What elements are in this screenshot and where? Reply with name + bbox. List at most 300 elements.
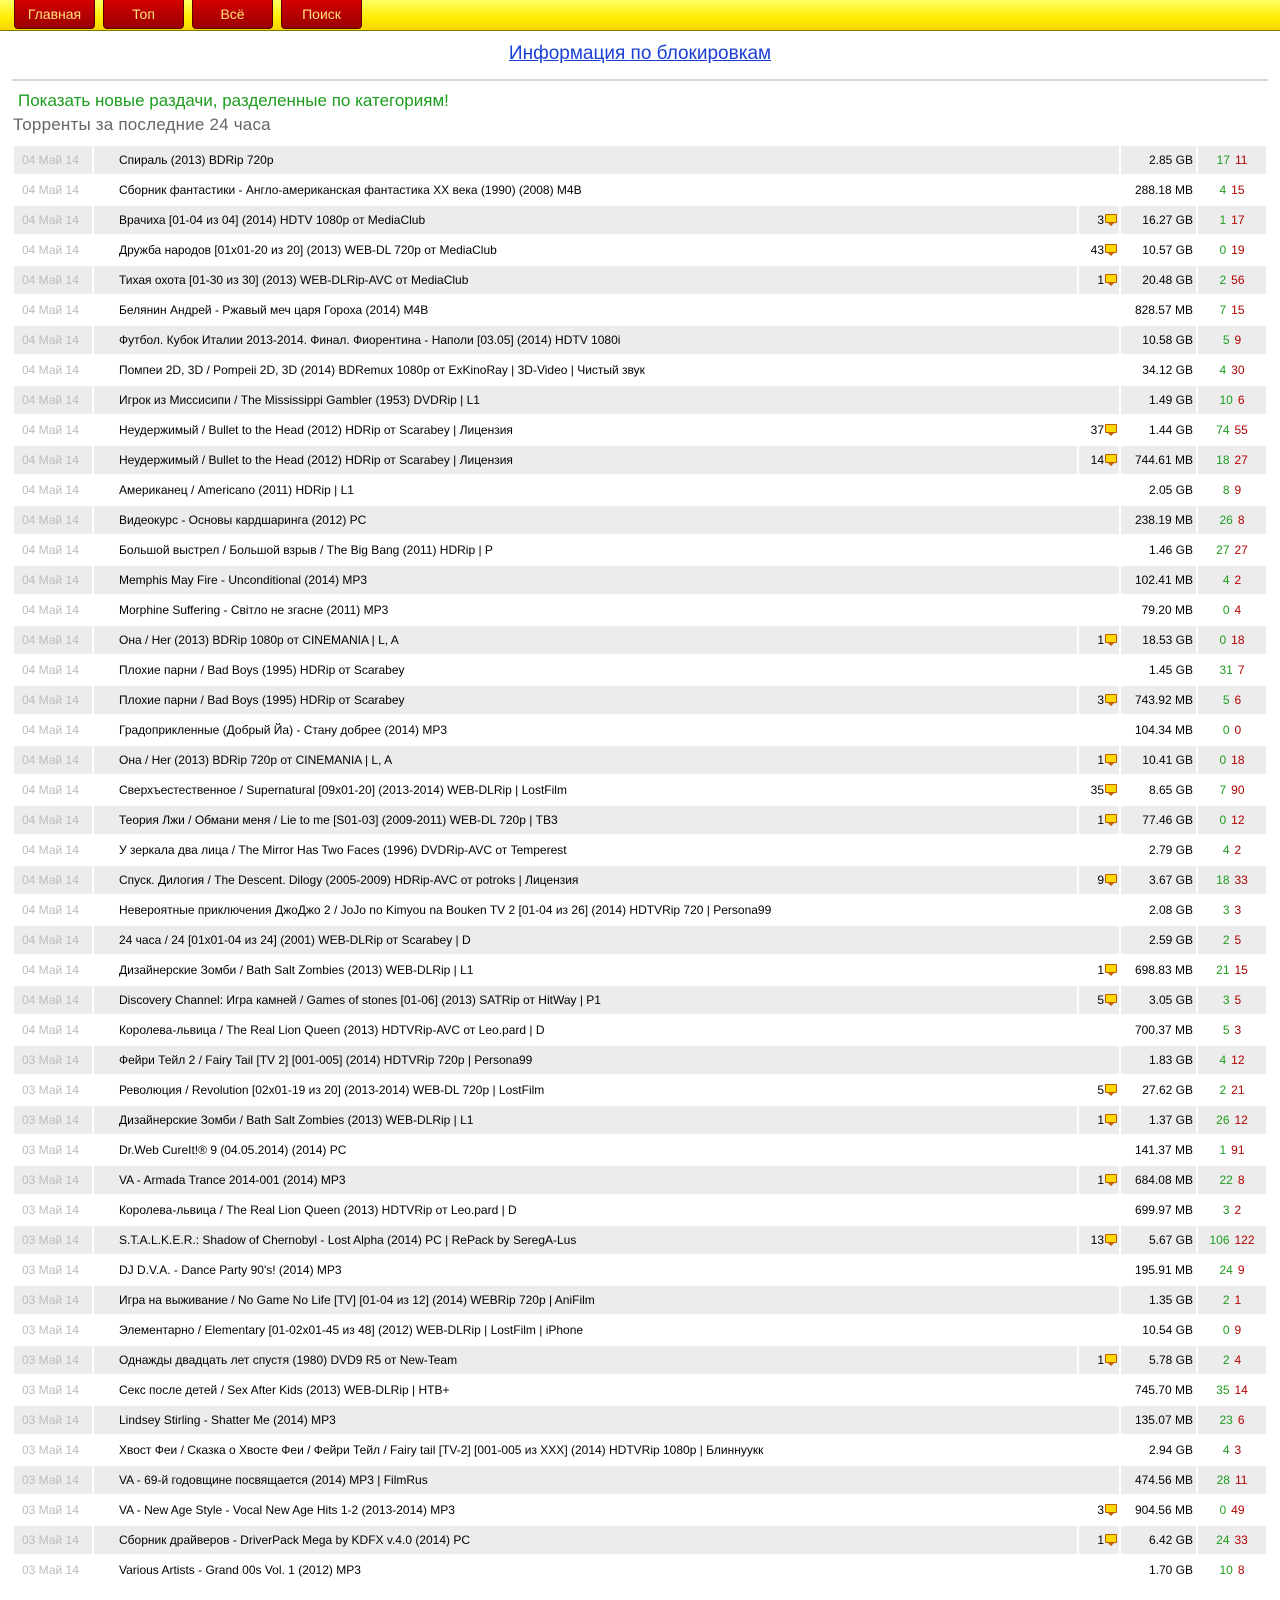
torrent-title-link[interactable]: Дружба народов [01x01-20 из 20] (2013) WEB-DL 720p от MediaClub bbox=[119, 243, 497, 257]
torrent-title-cell bbox=[94, 416, 1077, 446]
torrent-row bbox=[14, 866, 1266, 896]
comments-cell[interactable] bbox=[1079, 986, 1119, 1016]
torrent-title-cell bbox=[94, 506, 1119, 536]
torrent-size: 135.07 MB bbox=[1121, 1406, 1196, 1436]
comments-cell[interactable] bbox=[1079, 866, 1119, 896]
torrent-title-link[interactable]: VA - 69-й годовщине посвящается (2014) MP3 | FilmRus bbox=[119, 1473, 428, 1487]
torrent-row bbox=[14, 956, 1266, 986]
torrent-title-cell bbox=[94, 1046, 1119, 1076]
tab-all[interactable]: Всё bbox=[192, 0, 273, 29]
comment-bubble-icon bbox=[1105, 814, 1117, 823]
comment-bubble-icon bbox=[1105, 754, 1117, 763]
tab-home[interactable]: Главная bbox=[14, 0, 95, 29]
comment-bubble-icon bbox=[1105, 634, 1117, 643]
torrent-title-link[interactable]: Спуск. Дилогия / The Descent. Dilogy (2005-2009) HDRip-AVC от potroks | Лицензия bbox=[119, 873, 579, 887]
torrent-date: 04 Май 14 bbox=[14, 296, 92, 326]
comments-cell[interactable] bbox=[1079, 1346, 1119, 1376]
blocking-info-link[interactable]: Информация по блокировкам bbox=[508, 43, 772, 64]
torrent-title-cell bbox=[94, 626, 1077, 656]
torrent-row bbox=[14, 806, 1266, 836]
peers-cell bbox=[1198, 596, 1266, 626]
peers-cell bbox=[1198, 476, 1266, 506]
leechers-count: 3 bbox=[1234, 1443, 1242, 1457]
comments-cell[interactable] bbox=[1079, 626, 1119, 656]
torrent-title-cell bbox=[94, 1196, 1119, 1226]
leechers-count: 33 bbox=[1234, 873, 1248, 887]
peers-cell bbox=[1198, 656, 1266, 686]
peers-cell bbox=[1198, 926, 1266, 956]
comment-bubble-icon bbox=[1105, 1114, 1117, 1123]
peers-cell bbox=[1198, 326, 1266, 356]
leechers-count: 122 bbox=[1234, 1233, 1255, 1247]
torrent-row bbox=[14, 1406, 1266, 1436]
peers-cell bbox=[1198, 866, 1266, 896]
seeders-count: 18 bbox=[1216, 453, 1230, 467]
torrent-title-cell bbox=[94, 896, 1119, 926]
peers-cell bbox=[1198, 386, 1266, 416]
torrent-size: 141.37 MB bbox=[1121, 1136, 1196, 1166]
seeders-count: 17 bbox=[1216, 153, 1230, 167]
torrent-title-cell bbox=[94, 476, 1119, 506]
torrent-row bbox=[14, 326, 1266, 356]
torrent-size: 20.48 GB bbox=[1121, 266, 1196, 296]
new-by-category-link[interactable]: Показать новые раздачи, разделенные по категориям! bbox=[18, 91, 449, 110]
torrent-size: 744.61 MB bbox=[1121, 446, 1196, 476]
torrent-size: 195.91 MB bbox=[1121, 1256, 1196, 1286]
torrent-size: 104.34 MB bbox=[1121, 716, 1196, 746]
peers-cell bbox=[1198, 446, 1266, 476]
torrent-title-link[interactable]: Королева-львица / The Real Lion Queen (2013) HDTVRip-AVC от Leo.pard | D bbox=[119, 1023, 545, 1037]
comment-count: 1 bbox=[1097, 273, 1104, 287]
comments-cell[interactable] bbox=[1079, 266, 1119, 296]
torrent-row bbox=[14, 206, 1266, 236]
peers-cell bbox=[1198, 296, 1266, 326]
comments-cell[interactable] bbox=[1079, 1076, 1119, 1106]
comment-count: 1 bbox=[1097, 1533, 1104, 1547]
torrent-title-link[interactable]: Белянин Андрей - Ржавый меч царя Гороха (2014) M4B bbox=[119, 303, 429, 317]
torrent-date: 04 Май 14 bbox=[14, 986, 92, 1016]
torrent-date: 04 Май 14 bbox=[14, 386, 92, 416]
comment-count: 3 bbox=[1097, 1503, 1104, 1517]
comment-bubble-icon bbox=[1105, 694, 1117, 703]
leechers-count: 12 bbox=[1231, 813, 1245, 827]
torrent-row bbox=[14, 1136, 1266, 1166]
torrent-date: 04 Май 14 bbox=[14, 506, 92, 536]
torrent-row bbox=[14, 1556, 1266, 1586]
torrent-date: 03 Май 14 bbox=[14, 1196, 92, 1226]
torrent-title-cell bbox=[94, 1436, 1119, 1466]
torrent-size: 16.27 GB bbox=[1121, 206, 1196, 236]
torrent-date: 04 Май 14 bbox=[14, 356, 92, 386]
torrent-row bbox=[14, 356, 1266, 386]
seeders-count: 22 bbox=[1219, 1173, 1233, 1187]
torrent-row bbox=[14, 1436, 1266, 1466]
torrent-title-link[interactable]: Она / Her (2013) BDRip 1080p от CINEMANIA | L, A bbox=[119, 633, 399, 647]
seeders-count: 0 bbox=[1219, 1503, 1227, 1517]
peers-cell bbox=[1198, 1016, 1266, 1046]
comment-bubble-icon bbox=[1105, 994, 1117, 1003]
torrent-title-link[interactable]: Dr.Web CureIt!® 9 (04.05.2014) (2014) PC bbox=[119, 1143, 347, 1157]
seeders-count: 0 bbox=[1222, 723, 1230, 737]
torrent-title-cell bbox=[94, 1406, 1119, 1436]
torrent-size: 6.42 GB bbox=[1121, 1526, 1196, 1556]
torrent-title-cell bbox=[94, 1316, 1119, 1346]
comment-count: 37 bbox=[1090, 423, 1104, 437]
seeders-count: 0 bbox=[1219, 813, 1227, 827]
torrent-row bbox=[14, 1226, 1266, 1256]
torrent-title-link[interactable]: Memphis May Fire - Unconditional (2014) MP3 bbox=[119, 573, 368, 587]
peers-cell bbox=[1198, 1346, 1266, 1376]
torrent-date: 04 Май 14 bbox=[14, 266, 92, 296]
torrent-title-link[interactable]: Сборник драйверов - DriverPack Mega by KDFX v.4.0 (2014) PC bbox=[119, 1533, 471, 1547]
torrent-title-link[interactable]: VA - New Age Style - Vocal New Age Hits 1-2 (2013-2014) MP3 bbox=[119, 1503, 455, 1517]
torrent-title-link[interactable]: Тихая охота [01-30 из 30] (2013) WEB-DLRip-AVC от MediaClub bbox=[119, 273, 469, 287]
torrent-title-link[interactable]: Дизайнерские Зомби / Bath Salt Zombies (2013) WEB-DLRip | L1 bbox=[119, 963, 474, 977]
comment-count: 43 bbox=[1090, 243, 1104, 257]
torrent-row bbox=[14, 656, 1266, 686]
seeders-count: 24 bbox=[1219, 1263, 1233, 1277]
torrent-row bbox=[14, 266, 1266, 296]
tab-top[interactable]: Топ bbox=[103, 0, 184, 29]
seeders-count: 5 bbox=[1222, 1023, 1230, 1037]
torrent-size: 828.57 MB bbox=[1121, 296, 1196, 326]
torrent-row bbox=[14, 1466, 1266, 1496]
peers-cell bbox=[1198, 146, 1266, 176]
torrent-title-cell bbox=[94, 446, 1077, 476]
tab-search[interactable]: Поиск bbox=[281, 0, 362, 29]
leechers-count: 9 bbox=[1234, 483, 1242, 497]
torrent-title-link[interactable]: 24 часа / 24 [01x01-04 из 24] (2001) WEB-DLRip от Scarabey | D bbox=[119, 933, 471, 947]
torrent-row bbox=[14, 926, 1266, 956]
torrent-title-link[interactable]: Сборник фантастики - Англо-американская фантастика XX века (1990) (2008) M4B bbox=[119, 183, 582, 197]
torrent-row bbox=[14, 1286, 1266, 1316]
leechers-count: 8 bbox=[1237, 513, 1245, 527]
torrent-title-link[interactable]: Теория Лжи / Обмани меня / Lie to me [S01-03] (2009-2011) WEB-DL 720p | ТВ3 bbox=[119, 813, 558, 827]
peers-cell bbox=[1198, 416, 1266, 446]
torrent-title-link[interactable]: Плохие парни / Bad Boys (1995) HDRip от Scarabey bbox=[119, 693, 405, 707]
comment-bubble-icon bbox=[1105, 1174, 1117, 1183]
torrent-title-cell bbox=[94, 1556, 1119, 1586]
seeders-count: 3 bbox=[1222, 903, 1230, 917]
comments-cell[interactable] bbox=[1079, 206, 1119, 236]
leechers-count: 11 bbox=[1234, 153, 1248, 167]
peers-cell bbox=[1198, 746, 1266, 776]
torrent-title-cell bbox=[94, 956, 1077, 986]
comment-bubble-icon bbox=[1105, 244, 1117, 253]
torrent-title-cell bbox=[94, 1256, 1119, 1286]
torrent-row bbox=[14, 236, 1266, 266]
comment-bubble-icon bbox=[1105, 424, 1117, 433]
torrent-date: 04 Май 14 bbox=[14, 926, 92, 956]
torrent-date: 03 Май 14 bbox=[14, 1466, 92, 1496]
divider bbox=[12, 79, 1268, 81]
torrent-date: 04 Май 14 bbox=[14, 776, 92, 806]
leechers-count: 55 bbox=[1234, 423, 1248, 437]
leechers-count: 15 bbox=[1231, 183, 1245, 197]
torrent-title-link[interactable]: Врачиха [01-04 из 04] (2014) HDTV 1080p от MediaClub bbox=[119, 213, 426, 227]
peers-cell bbox=[1198, 1226, 1266, 1256]
torrent-row bbox=[14, 506, 1266, 536]
torrent-size: 77.46 GB bbox=[1121, 806, 1196, 836]
peers-cell bbox=[1198, 266, 1266, 296]
leechers-count: 21 bbox=[1231, 1083, 1245, 1097]
comments-cell[interactable] bbox=[1079, 1106, 1119, 1136]
peers-cell bbox=[1198, 536, 1266, 566]
torrent-title-link[interactable]: Видеокурс - Основы кардшаринга (2012) PC bbox=[119, 513, 367, 527]
torrent-title-link[interactable]: Помпеи 2D, 3D / Pompeii 2D, 3D (2014) BDRemux 1080p от ExKinoRay | 3D-Video | Чистый звук bbox=[119, 363, 645, 377]
leechers-count: 27 bbox=[1234, 453, 1248, 467]
peers-cell bbox=[1198, 1136, 1266, 1166]
seeders-count: 35 bbox=[1216, 1383, 1230, 1397]
torrent-title-cell bbox=[94, 716, 1119, 746]
comment-bubble-icon bbox=[1105, 1084, 1117, 1093]
torrent-title-cell bbox=[94, 806, 1077, 836]
seeders-count: 74 bbox=[1216, 423, 1230, 437]
torrent-date: 03 Май 14 bbox=[14, 1076, 92, 1106]
torrent-size: 743.92 MB bbox=[1121, 686, 1196, 716]
torrent-title-link[interactable]: Элементарно / Elementary [01-02x01-45 из 48] (2012) WEB-DLRip | LostFilm | iPhone bbox=[119, 1323, 584, 1337]
comments-cell[interactable] bbox=[1079, 956, 1119, 986]
torrent-row bbox=[14, 1076, 1266, 1106]
torrent-date: 04 Май 14 bbox=[14, 836, 92, 866]
torrent-title-link[interactable]: Спираль (2013) BDRip 720p bbox=[119, 153, 274, 167]
torrent-row bbox=[14, 1046, 1266, 1076]
comments-cell[interactable] bbox=[1079, 746, 1119, 776]
comment-bubble-icon bbox=[1105, 274, 1117, 283]
comments-cell[interactable] bbox=[1079, 1166, 1119, 1196]
seeders-count: 4 bbox=[1219, 1053, 1227, 1067]
comment-count: 5 bbox=[1097, 993, 1104, 1007]
torrent-title-link[interactable]: Королева-львица / The Real Lion Queen (2013) HDTVRip от Leo.pard | D bbox=[119, 1203, 517, 1217]
torrent-title-link[interactable]: Various Artists - Grand 00s Vol. 1 (2012) MP3 bbox=[119, 1563, 361, 1577]
seeders-count: 4 bbox=[1222, 573, 1230, 587]
torrent-title-link[interactable]: Американец / Americano (2011) HDRip | L1 bbox=[119, 483, 354, 497]
torrent-title-cell bbox=[94, 266, 1077, 296]
torrent-date: 04 Май 14 bbox=[14, 416, 92, 446]
torrent-row bbox=[14, 626, 1266, 656]
leechers-count: 6 bbox=[1237, 393, 1245, 407]
torrent-title-link[interactable]: S.T.A.L.K.E.R.: Shadow of Chernobyl - Lost Alpha (2014) PC | RePack by SeregA-Lus bbox=[119, 1233, 577, 1247]
torrent-title-cell bbox=[94, 536, 1119, 566]
comments-cell[interactable] bbox=[1079, 776, 1119, 806]
torrent-title-cell bbox=[94, 326, 1119, 356]
torrent-date: 04 Май 14 bbox=[14, 626, 92, 656]
comments-cell[interactable] bbox=[1079, 416, 1119, 446]
torrent-row bbox=[14, 536, 1266, 566]
comments-cell[interactable] bbox=[1079, 806, 1119, 836]
seeders-count: 0 bbox=[1219, 753, 1227, 767]
seeders-count: 28 bbox=[1216, 1473, 1230, 1487]
torrent-title-link[interactable]: Lindsey Stirling - Shatter Me (2014) MP3 bbox=[119, 1413, 336, 1427]
torrent-title-link[interactable]: Плохие парни / Bad Boys (1995) HDRip от Scarabey bbox=[119, 663, 405, 677]
seeders-count: 0 bbox=[1222, 1323, 1230, 1337]
torrent-size: 102.41 MB bbox=[1121, 566, 1196, 596]
torrent-title-cell bbox=[94, 236, 1077, 266]
torrent-size: 698.83 MB bbox=[1121, 956, 1196, 986]
torrent-date: 04 Май 14 bbox=[14, 206, 92, 236]
torrent-date: 04 Май 14 bbox=[14, 716, 92, 746]
comment-count: 5 bbox=[1097, 1083, 1104, 1097]
torrent-size: 10.58 GB bbox=[1121, 326, 1196, 356]
peers-cell bbox=[1198, 1466, 1266, 1496]
comment-bubble-icon bbox=[1105, 1234, 1117, 1243]
torrent-size: 1.83 GB bbox=[1121, 1046, 1196, 1076]
peers-cell bbox=[1198, 896, 1266, 926]
torrent-title-link[interactable]: У зеркала два лица / The Mirror Has Two Faces (1996) DVDRip-AVC от Temperest bbox=[119, 843, 567, 857]
torrent-date: 03 Май 14 bbox=[14, 1256, 92, 1286]
torrent-title-link[interactable]: Неудержимый / Bullet to the Head (2012) HDRip от Scarabey | Лицензия bbox=[119, 423, 513, 437]
torrent-size: 238.19 MB bbox=[1121, 506, 1196, 536]
comment-bubble-icon bbox=[1105, 1504, 1117, 1513]
torrent-title-link[interactable]: Футбол. Кубок Италии 2013-2014. Финал. Фиорентина - Наполи [03.05] (2014) HDTV 1080i bbox=[119, 333, 621, 347]
torrent-size: 1.35 GB bbox=[1121, 1286, 1196, 1316]
seeders-count: 23 bbox=[1219, 1413, 1233, 1427]
seeders-count: 27 bbox=[1216, 543, 1230, 557]
peers-cell bbox=[1198, 1196, 1266, 1226]
torrent-title-link[interactable]: VA - Armada Trance 2014-001 (2014) MP3 bbox=[119, 1173, 346, 1187]
torrent-date: 04 Май 14 bbox=[14, 176, 92, 206]
torrent-date: 03 Май 14 bbox=[14, 1556, 92, 1586]
leechers-count: 4 bbox=[1234, 1353, 1242, 1367]
torrent-title-link[interactable]: Невероятные приключения ДжоДжо 2 / JoJo no Kimyou na Bouken TV 2 [01-04 из 26] (2014) HDTVRip 720 | Persona99 bbox=[119, 903, 772, 917]
torrent-size: 10.54 GB bbox=[1121, 1316, 1196, 1346]
torrent-title-link[interactable]: Революция / Revolution [02x01-19 из 20] (2013-2014) WEB-DL 720p | LostFilm bbox=[119, 1083, 545, 1097]
seeders-count: 5 bbox=[1222, 693, 1230, 707]
comments-cell[interactable] bbox=[1079, 1526, 1119, 1556]
leechers-count: 15 bbox=[1234, 963, 1248, 977]
leechers-count: 5 bbox=[1234, 933, 1242, 947]
seeders-count: 0 bbox=[1222, 603, 1230, 617]
leechers-count: 56 bbox=[1231, 273, 1245, 287]
torrent-date: 04 Май 14 bbox=[14, 566, 92, 596]
torrent-row bbox=[14, 296, 1266, 326]
torrent-date: 03 Май 14 bbox=[14, 1226, 92, 1256]
leechers-count: 9 bbox=[1234, 333, 1242, 347]
torrent-title-cell bbox=[94, 206, 1077, 236]
torrent-title-link[interactable]: Она / Her (2013) BDRip 720p от CINEMANIA | L, A bbox=[119, 753, 393, 767]
torrent-size: 2.85 GB bbox=[1121, 146, 1196, 176]
seeders-count: 10 bbox=[1219, 393, 1233, 407]
torrent-row bbox=[14, 686, 1266, 716]
torrent-title-cell bbox=[94, 686, 1077, 716]
torrent-title-link[interactable]: Однажды двадцать лет спустя (1980) DVD9 R5 от New-Team bbox=[119, 1353, 458, 1367]
comments-cell[interactable] bbox=[1079, 686, 1119, 716]
torrent-row bbox=[14, 746, 1266, 776]
torrent-title-link[interactable]: Фейри Тейл 2 / Fairy Tail [TV 2] [001-005] (2014) HDTVRip 720p | Persona99 bbox=[119, 1053, 533, 1067]
torrent-title-cell bbox=[94, 746, 1077, 776]
leechers-count: 90 bbox=[1231, 783, 1245, 797]
torrent-date: 04 Май 14 bbox=[14, 146, 92, 176]
torrent-title-link[interactable]: Дизайнерские Зомби / Bath Salt Zombies (2013) WEB-DLRip | L1 bbox=[119, 1113, 474, 1127]
comment-bubble-icon bbox=[1105, 874, 1117, 883]
peers-cell bbox=[1198, 836, 1266, 866]
comments-cell[interactable] bbox=[1079, 446, 1119, 476]
leechers-count: 18 bbox=[1231, 753, 1245, 767]
comment-count: 1 bbox=[1097, 633, 1104, 647]
torrent-title-link[interactable]: Игрок из Миссисипи / The Mississippi Gambler (1953) DVDRip | L1 bbox=[119, 393, 480, 407]
torrent-title-link[interactable]: Неудержимый / Bullet to the Head (2012) HDRip от Scarabey | Лицензия bbox=[119, 453, 513, 467]
torrent-date: 04 Май 14 bbox=[14, 656, 92, 686]
torrent-title-link[interactable]: Discovery Channel: Игра камней / Games of stones [01-06] (2013) SATRip от HitWay | P1 bbox=[119, 993, 601, 1007]
torrent-size: 27.62 GB bbox=[1121, 1076, 1196, 1106]
torrent-date: 04 Май 14 bbox=[14, 956, 92, 986]
comment-count: 1 bbox=[1097, 1353, 1104, 1367]
torrent-title-link[interactable]: DJ D.V.A. - Dance Party 90's! (2014) MP3 bbox=[119, 1263, 342, 1277]
torrent-size: 1.46 GB bbox=[1121, 536, 1196, 566]
torrent-table bbox=[12, 146, 1268, 1586]
torrent-size: 8.65 GB bbox=[1121, 776, 1196, 806]
seeders-count: 3 bbox=[1222, 993, 1230, 1007]
torrent-date: 04 Май 14 bbox=[14, 806, 92, 836]
torrent-title-link[interactable]: Сверхъестественное / Supernatural [09x01-20] (2013-2014) WEB-DLRip | LostFilm bbox=[119, 783, 567, 797]
seeders-count: 4 bbox=[1222, 843, 1230, 857]
torrent-size: 34.12 GB bbox=[1121, 356, 1196, 386]
torrent-title-link[interactable]: Большой выстрел / Большой взрыв / The Big Bang (2011) HDRip | P bbox=[119, 543, 493, 557]
leechers-count: 27 bbox=[1234, 543, 1248, 557]
leechers-count: 12 bbox=[1234, 1113, 1248, 1127]
torrent-title-link[interactable]: Morphine Suffering - Світло не згасне (2011) MP3 bbox=[119, 603, 389, 617]
comment-bubble-icon bbox=[1105, 964, 1117, 973]
torrent-title-link[interactable]: Хвост Феи / Сказка о Хвосте Феи / Фейри Тейл / Fairy tail [TV-2] [001-005 из XXX] (2014) HDTVRip 1080p | Блиннуукк bbox=[119, 1443, 764, 1457]
peers-cell bbox=[1198, 686, 1266, 716]
torrent-date: 04 Май 14 bbox=[14, 746, 92, 776]
seeders-count: 1 bbox=[1219, 213, 1227, 227]
torrent-title-link[interactable]: Секс после детей / Sex After Kids (2013) WEB-DLRip | НТВ+ bbox=[119, 1383, 450, 1397]
torrent-date: 03 Май 14 bbox=[14, 1136, 92, 1166]
peers-cell bbox=[1198, 1316, 1266, 1346]
comment-count: 35 bbox=[1090, 783, 1104, 797]
torrent-title-cell bbox=[94, 386, 1119, 416]
torrent-date: 04 Май 14 bbox=[14, 326, 92, 356]
torrent-date: 03 Май 14 bbox=[14, 1106, 92, 1136]
leechers-count: 11 bbox=[1234, 1473, 1248, 1487]
leechers-count: 7 bbox=[1237, 663, 1245, 677]
torrent-date: 03 Май 14 bbox=[14, 1436, 92, 1466]
torrent-date: 03 Май 14 bbox=[14, 1406, 92, 1436]
seeders-count: 26 bbox=[1219, 513, 1233, 527]
torrent-row bbox=[14, 1496, 1266, 1526]
torrent-date: 04 Май 14 bbox=[14, 596, 92, 626]
torrent-row bbox=[14, 836, 1266, 866]
seeders-count: 18 bbox=[1216, 873, 1230, 887]
peers-cell bbox=[1198, 986, 1266, 1016]
torrent-date: 04 Май 14 bbox=[14, 236, 92, 266]
torrent-size: 745.70 MB bbox=[1121, 1376, 1196, 1406]
torrent-row bbox=[14, 1346, 1266, 1376]
torrent-date: 04 Май 14 bbox=[14, 536, 92, 566]
leechers-count: 12 bbox=[1231, 1053, 1245, 1067]
torrent-title-cell bbox=[94, 1466, 1119, 1496]
seeders-count: 0 bbox=[1219, 243, 1227, 257]
leechers-count: 2 bbox=[1234, 573, 1242, 587]
torrent-title-cell bbox=[94, 986, 1077, 1016]
comments-cell[interactable] bbox=[1079, 236, 1119, 266]
torrent-title-link[interactable]: Градоприкленные (Добрый Йа) - Стану добрее (2014) MP3 bbox=[119, 723, 448, 737]
leechers-count: 9 bbox=[1237, 1263, 1245, 1277]
comments-cell[interactable] bbox=[1079, 1496, 1119, 1526]
nav-tabs bbox=[14, 0, 362, 29]
peers-cell bbox=[1198, 206, 1266, 236]
torrent-row bbox=[14, 386, 1266, 416]
peers-cell bbox=[1198, 716, 1266, 746]
torrent-row bbox=[14, 566, 1266, 596]
seeders-count: 4 bbox=[1219, 183, 1227, 197]
torrent-row bbox=[14, 986, 1266, 1016]
torrent-title-link[interactable]: Игра на выживание / No Game No Life [TV] [01-04 из 12] (2014) WEBRip 720p | AniFilm bbox=[119, 1293, 595, 1307]
peers-cell bbox=[1198, 1286, 1266, 1316]
comments-cell[interactable] bbox=[1079, 1226, 1119, 1256]
peers-cell bbox=[1198, 1076, 1266, 1106]
